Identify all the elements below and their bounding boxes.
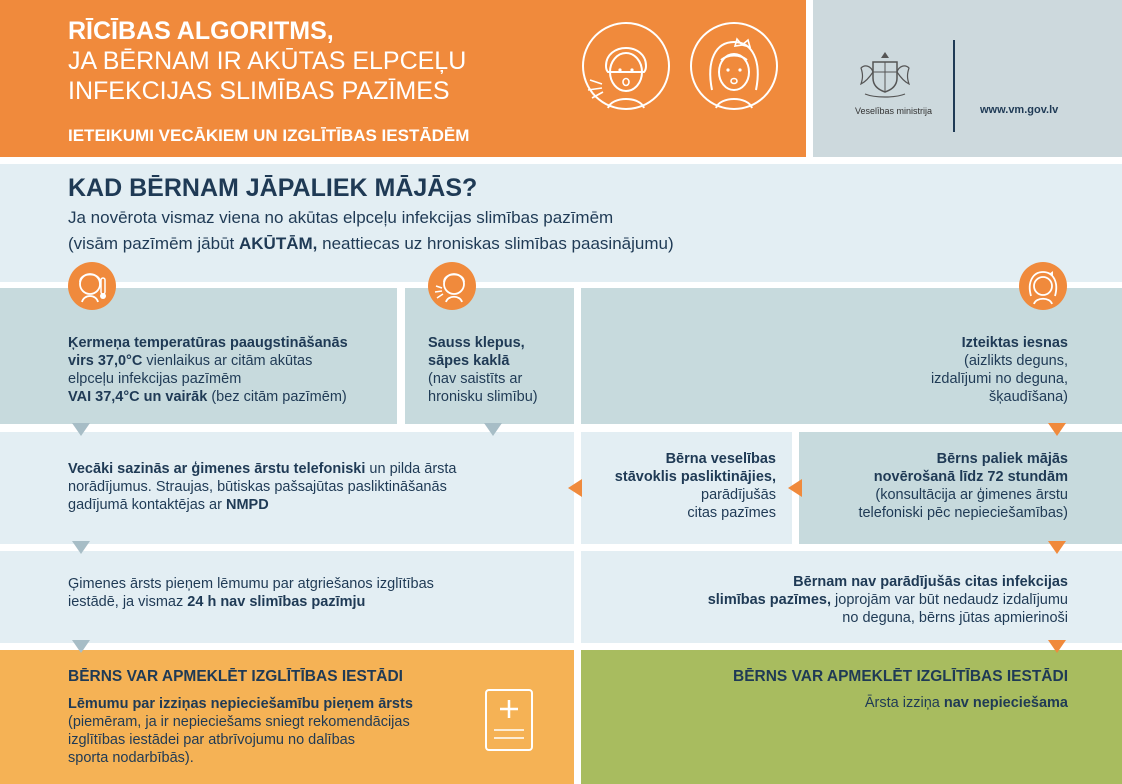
certificate-not-needed: nav nepieciešama [943, 695, 1068, 711]
question-line-1: Ja novērota vismaz viena no akūtas elpceļu infekcijas slimības pazīmēm [68, 208, 614, 227]
cough-line-1: Sauss klepus, [428, 335, 525, 351]
coat-of-arms-logo [857, 48, 913, 100]
acute-emphasis: AKŪTĀM, [239, 234, 318, 253]
contact-doctor-text [68, 460, 538, 514]
return-line-2: iestādē, ja vismaz [68, 594, 188, 610]
medical-certificate-icon [484, 688, 534, 752]
home-line-3: (konsultācija ar ģimenes ārstu [875, 487, 1068, 503]
sick-girl-icon [688, 20, 780, 128]
worse-line-4: citas pazīmes [687, 505, 776, 521]
question-line-2-start: (visām pazīmēm jābūt [68, 234, 239, 253]
outcome-left-line-4: sporta nodarbībās). [68, 750, 194, 766]
cough-line-4: hronisku slimību) [428, 389, 538, 405]
cough-icon [428, 262, 476, 310]
runny-line-3: izdalījumi no deguna, [930, 371, 1068, 387]
no-new-signs-text [608, 573, 1068, 627]
arrow-down-cough [484, 423, 502, 436]
arrow-left-to-worse [788, 479, 802, 497]
arrow-left-to-contact [568, 479, 582, 497]
website-link[interactable]: www.vm.gov.lv [980, 104, 1059, 116]
contact-doctor-box [0, 432, 574, 544]
condition-worse-box [581, 432, 792, 544]
symptom-fever-box [0, 288, 397, 424]
arrow-down-nosigns [1048, 640, 1066, 653]
outcome-left-line-3: izglītības iestādei par atbrīvojumu no dalības [68, 732, 355, 748]
fever-line-2: vienlaikus ar citām akūtas [142, 353, 313, 369]
fever-threshold-2: VAI 37,4°C un vairāk [68, 389, 208, 405]
contact-line-1: un pilda ārsta [365, 461, 457, 477]
outcome-left-text [68, 695, 468, 767]
question-heading: KAD BĒRNAM JĀPALIEK MĀJĀS? [68, 174, 478, 202]
contact-line-3: gadījumā kontaktējas ar [68, 497, 226, 513]
return-decision-text [68, 575, 538, 611]
arrow-down-home [1048, 541, 1066, 554]
arrow-down-runny [1048, 423, 1066, 436]
arrow-down-return [72, 640, 90, 653]
worse-line-1: Bērna veselības [665, 451, 776, 467]
return-24h-bold: 24 h nav slimības pazīmju [187, 594, 366, 610]
fever-line-4: (bez citām pazīmēm) [207, 389, 347, 405]
runny-line-2: (aizlikts deguns, [964, 353, 1068, 369]
question-line-2 [68, 234, 674, 254]
runny-nose-icon [1019, 262, 1067, 310]
home-line-1: Bērns paliek mājās [936, 451, 1068, 467]
symptom-fever-text [68, 334, 388, 406]
outcome-right-heading: BĒRNS VAR APMEKLĒT IZGLĪTĪBAS IESTĀDI [733, 668, 1068, 685]
nosigns-line-2-bold: slimības pazīmes, [707, 592, 832, 608]
page-subtitle: IETEIKUMI VECĀKIEM UN IZGLĪTĪBAS IESTĀDĒM [68, 126, 470, 145]
ministry-name: Veselības ministrija [855, 106, 933, 116]
return-decision-box [0, 551, 574, 643]
arrow-down-fever [72, 423, 90, 436]
stay-home-text [798, 450, 1068, 522]
fever-line-3: elpceļu infekcijas pazīmēm [68, 371, 242, 387]
page-title [68, 16, 466, 106]
fever-threshold-1: virs 37,0°C [68, 353, 143, 369]
worse-line-3: parādījušās [701, 487, 776, 503]
home-line-4: telefoniski pēc nepieciešamības) [858, 505, 1068, 521]
title-line-1: RĪCĪBAS ALGORITMS, [68, 17, 334, 45]
header-banner [0, 0, 806, 157]
runny-line-1: Izteiktas iesnas [961, 335, 1068, 351]
contact-line-2: norādījumus. Straujas, būtiskas pašsajūtas pasliktināšanās [68, 479, 447, 495]
fever-line-1: Ķermeņa temperatūras paaugstināšanās [68, 335, 348, 351]
coughing-child-icon [580, 20, 672, 128]
question-band [0, 164, 1122, 282]
outcome-left-box [0, 650, 574, 784]
worse-line-2: stāvoklis pasliktinājies, [614, 469, 776, 485]
outcome-right-line-1: Ārsta izziņa [864, 695, 944, 711]
outcome-right-text [668, 694, 1068, 712]
outcome-left-line-1: Lēmumu par izziņas nepieciešamību pieņem ārsts [68, 696, 413, 712]
thermometer-child-icon [68, 262, 116, 310]
header-divider [953, 40, 955, 132]
cough-line-2: sāpes kaklā [428, 353, 510, 369]
nosigns-line-3: no deguna, bērns jūtas apmierinoši [842, 610, 1068, 626]
outcome-left-line-2: (piemēram, ja ir nepieciešams sniegt rekomendācijas [68, 714, 410, 730]
nmpd-label: NMPD [225, 497, 269, 513]
return-line-1: Ģimenes ārsts pieņem lēmumu par atgriešanos izglītības [68, 576, 434, 592]
home-line-2: novērošanā līdz 72 stundām [873, 469, 1068, 485]
arrow-down-contact [72, 541, 90, 554]
outcome-left-heading: BĒRNS VAR APMEKLĒT IZGLĪTĪBAS IESTĀDI [68, 668, 403, 685]
runny-line-4: šķaudīšana) [989, 389, 1068, 405]
cough-line-3: (nav saistīts ar [428, 371, 523, 387]
contact-doctor-bold: Vecāki sazinās ar ģimenes ārstu telefoniski [68, 461, 366, 477]
ministry-panel [813, 0, 1122, 157]
nosigns-line-2: joprojām var būt nedaudz izdalījumu [831, 592, 1068, 608]
stay-home-box [799, 432, 1122, 544]
title-line-2: JA BĒRNAM IR AKŪTAS ELPCEĻU [68, 47, 467, 75]
nosigns-line-1: Bērnam nav parādījušās citas infekcijas [793, 574, 1068, 590]
title-line-3: INFEKCIJAS SLIMĪBAS PAZĪMES [68, 77, 450, 105]
symptom-runny-text [768, 334, 1068, 406]
question-line-2-end: neattiecas uz hroniskas slimības paasinājumu) [317, 234, 674, 253]
outcome-right-box [581, 650, 1122, 784]
no-new-signs-box [581, 551, 1122, 643]
condition-worse-text [586, 450, 776, 522]
symptom-cough-text [428, 334, 568, 406]
